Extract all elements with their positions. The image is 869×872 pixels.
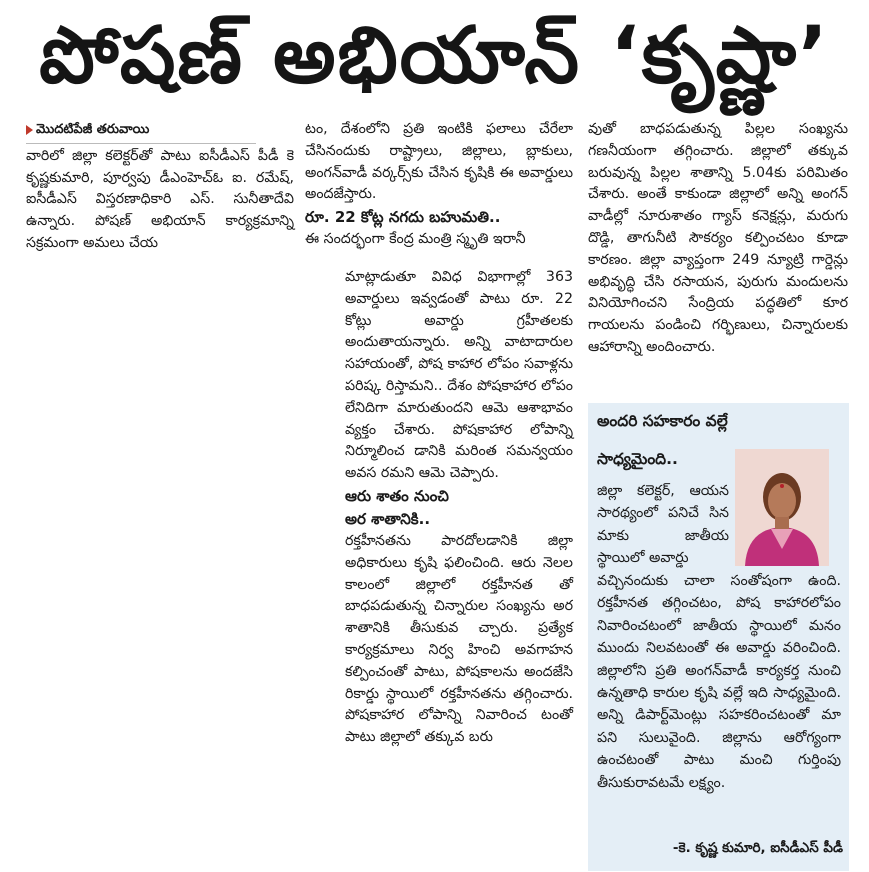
column-2-narrow-text: మాట్లాడుతూ వివిధ విభాగాల్లో 363 అవార్డులు ఇవ్వడంతో పాటు రూ. 22 కోట్లు అవార్డు గ్రహీతలకు అందుతాయన్నారు. అన్ని వాటాదారుల సహాయంతో, పోష కాహార లోపం సవాళ్లను పరిష్క రిస్తామని.. దేశం పోషకాహార లోపం లేనిదిగా మారుతుందని ఆమె ఆశాభావం వ్యక్తం చేశారు. పోషకాహార లోపాన్ని నిర్మూలించ డానికి మరింత సమన్వయం అవస రమని ఆమె చెప్పారు.: [345, 269, 573, 482]
column-2-narrow: [345, 267, 573, 749]
column-2-top: [305, 119, 573, 251]
quote-main-text: వచ్చినందుకు చాలా సంతోషంగా ఉంది. రక్తహీనత తగ్గించటం, పోష కాహారలోపం నివారించటంలో జాతీయ స్థాయిలో మనం ముందు నిలవటంతో ఈ అవార్డు వరించింది. జిల్లాలోని ప్రతి అంగన్‌వాడీ కార్యకర్త నుంచి ఉన్నతాధి కారుల కృషి వల్లే ఇది సాధ్యమైంది. అన్ని డిపార్ట్‌మెంట్లు సహకరించటంతో మా పని సులువైంది. జిల్లాను ఆరోగ్యంగా ఉంచటంతో పాటు మంచి గుర్తింపు తీసుకురావటమే లక్ష్యం.: [597, 573, 841, 791]
column-3-text: వుతో బాధపడుతున్న పిల్లల సంఖ్యను గణనీయంగా తగ్గించారు. జిల్లాలో తక్కువ బరువున్న పిల్లల శాతాన్ని 5.04కు పరిమితం చేశారు. అంతే కాకుండా జిల్లాలో అన్ని అంగన్ వాడీల్లో నూరుశాతం గ్యాస్ కనెక్షన్లు, మరుగు దొడ్డి, తాగునీటి సౌకర్యం కల్పించటం కూడా కారణం. జిల్లా వ్యాప్తంగా 249 న్యూట్రి గార్డెన్లు అభివృద్ధి చేసి రసాయన, పురుగు మందులను వినియోగించని సేంద్రియ పద్ధతిలో కూర గాయలను పండించి గర్భిణులు, చిన్నారులకు ఆహారాన్ని అందించారు.: [588, 121, 848, 355]
subhead-half-percent: అర శాతానికి..: [345, 509, 431, 528]
subhead-cash-prize: రూ. 22 కోట్ల నగదు బహుమతి..: [305, 208, 501, 227]
column-2-lead: ఈ సందర్భంగా కేంద్ర మంత్రి స్మృతి ఇరానీ: [305, 231, 526, 248]
portrait-photo: [735, 449, 829, 566]
column-2-bottom-text: రక్తహీనతను పారదోలడానికి జిల్లా అధికారులు కృషి ఫలించింది. ఆరు నెలల కాలంలో జిల్లాలో రక్తహీనత తో బాధపడుతున్న చిన్నారుల సంఖ్యను అర శాతానికి తీసుకువ చ్చారు. ప్రత్యేక కార్యక్రమాలు నిర్వ హించి అవగాహన కల్పించంతో పాటు, పోషకాలను అందజేసి రికార్డు స్థాయిలో రక్తహీనతను తగ్గించారు. పోషకాహార లోపాన్ని నివారించ టంతో పాటు జిల్లాలో తక్కువ బరు: [345, 532, 573, 746]
headline: పోషణ్ అభియాన్ ‘కృష్ణా’: [39, 11, 830, 101]
continued-label-text: మొదటిపేజీ తరువాయి: [36, 122, 150, 137]
column-3: [588, 119, 848, 359]
column-2-top-text: టం, దేశంలోని ప్రతి ఇంటికి ఫలాలు చేరేలా చేసినందుకు రాష్ట్రాలు, జిల్లాలు, బ్లాకులు, అంగన్‌వాడీ వర్కర్స్‌కు చేసిన కృషికి ఈ అవార్డులు అందజేస్తారు.: [305, 121, 573, 203]
continued-label: [26, 119, 256, 144]
triangle-bullet-icon: [26, 125, 33, 135]
subhead-six-percent: ఆరు శాతం నుంచి: [345, 486, 449, 505]
portrait-figure: [735, 449, 829, 566]
column-1-text: వారిలో జిల్లా కలెక్టర్‌తో పాటు ఐసీడీఎస్ పీడీ కె కృష్ణకుమారి, పూర్వపు డీఎంహెచ్ఓ ఐ. రమేష్, ఐసీడీఎస్ విస్తరణాధికారి ఎస్. సునీతాదేవి ఉన్నారు. పోషణ్ అభియాన్ కార్యక్రమాన్ని సక్రమంగా అమలు చేయ: [26, 147, 294, 251]
quote-side-text: జిల్లా కలెక్టర్, ఆయన సారథ్యంలో పనిచే సిన మాకు జాతీయ స్థాయిలో అవార్డు: [597, 483, 729, 567]
quote-box-title-2: సాధ్యమైంది..: [597, 450, 678, 468]
quote-box-title-1: అందరి సహకారం వల్లే: [597, 412, 728, 430]
column-1: [26, 119, 294, 255]
quote-signature: -కె. కృష్ణ కుమారి, ఐసీడీఎస్ పీడీ: [672, 840, 843, 856]
